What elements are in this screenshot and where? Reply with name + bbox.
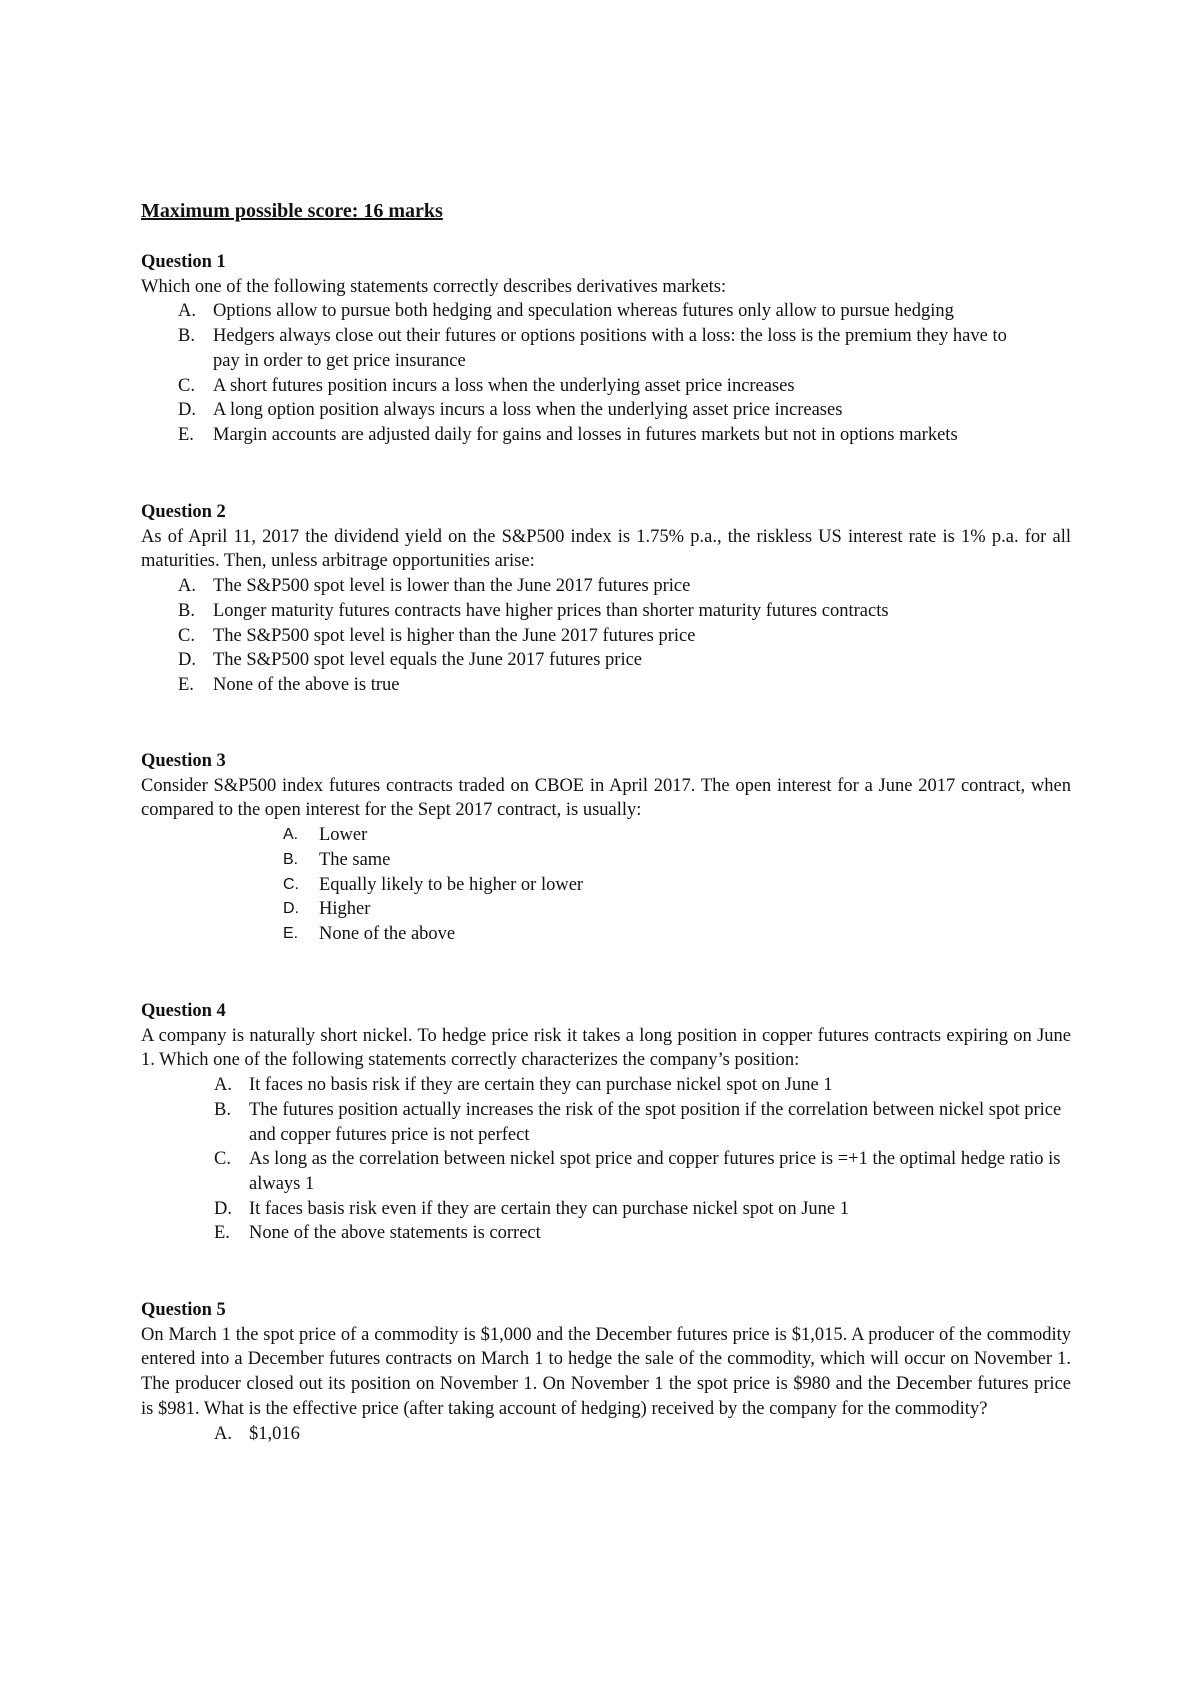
option-letter: D. bbox=[178, 650, 196, 671]
option-text: Margin accounts are adjusted daily for gains and losses in futures markets but not in options markets bbox=[213, 424, 958, 445]
question-title: Question 4 bbox=[141, 1001, 226, 1021]
option-item bbox=[141, 1147, 1071, 1196]
option-text: The S&P500 spot level equals the June 2017 futures price bbox=[213, 650, 643, 671]
option-item bbox=[141, 648, 1071, 673]
option-text: None of the above statements is correct bbox=[249, 1223, 541, 1244]
option-letter: C. bbox=[283, 875, 299, 893]
question-4 bbox=[141, 999, 1071, 1246]
option-text: A short futures position incurs a loss when the underlying asset price increases bbox=[213, 375, 795, 396]
option-text: Hedgers always close out their futures or options positions with a loss: the loss is the premium they have to pay in order to get price insurance bbox=[213, 326, 1007, 371]
option-item bbox=[141, 848, 1071, 873]
option-list bbox=[141, 299, 1071, 447]
option-letter: D. bbox=[283, 900, 299, 918]
option-text: Equally likely to be higher or lower bbox=[319, 874, 584, 895]
option-item bbox=[141, 873, 1071, 898]
option-item bbox=[141, 599, 1071, 624]
option-text: Longer maturity futures contracts have higher prices than shorter maturity futures contracts bbox=[213, 600, 889, 621]
score-heading: Maximum possible score: 16 marks bbox=[141, 200, 443, 222]
option-text: It faces no basis risk if they are certain they can purchase nickel spot on June 1 bbox=[249, 1075, 833, 1096]
option-item bbox=[141, 624, 1071, 649]
option-letter: B. bbox=[283, 850, 299, 868]
question-3 bbox=[141, 749, 1071, 947]
question-text: Which one of the following statements correctly describes derivatives markets: bbox=[141, 276, 727, 297]
option-list bbox=[141, 823, 1071, 947]
option-item bbox=[141, 423, 1071, 448]
question-text: As of April 11, 2017 the dividend yield on the S&P500 index is 1.75% p.a., the riskless US interest rate is 1% p.a. for all maturities. Then, unless arbitrage opportunities arise: bbox=[141, 526, 1071, 572]
question-text: A company is naturally short nickel. To hedge price risk it takes a long position in copper futures contracts expiring on June 1. Which one of the following statements correctly characterizes the company’s position: bbox=[141, 1025, 1071, 1071]
question-5 bbox=[141, 1298, 1071, 1446]
option-item bbox=[141, 922, 1071, 947]
option-item bbox=[141, 823, 1071, 848]
option-letter: A. bbox=[178, 576, 196, 597]
option-text: The S&P500 spot level is lower than the June 2017 futures price bbox=[213, 576, 691, 597]
option-letter: E. bbox=[214, 1223, 230, 1244]
option-letter: B. bbox=[178, 326, 195, 347]
question-title: Question 1 bbox=[141, 252, 226, 272]
option-letter: E. bbox=[178, 674, 194, 695]
option-letter: C. bbox=[214, 1149, 231, 1170]
option-text: A long option position always incurs a loss when the underlying asset price increases bbox=[213, 400, 843, 421]
question-text: Consider S&P500 index futures contracts traded on CBOE in April 2017. The open interest for a June 2017 contract, when compared to the open interest for the Sept 2017 contract, is usually: bbox=[141, 775, 1071, 821]
option-text: None of the above bbox=[319, 923, 456, 944]
option-text: As long as the correlation between nickel spot price and copper futures price is =+1 the optimal hedge ratio is always 1 bbox=[249, 1149, 1061, 1194]
option-item bbox=[141, 299, 1071, 324]
option-letter: D. bbox=[178, 400, 196, 421]
option-item bbox=[141, 398, 1071, 423]
option-item bbox=[141, 673, 1071, 698]
option-item bbox=[141, 374, 1071, 399]
option-letter: A. bbox=[178, 301, 196, 322]
option-list bbox=[141, 1073, 1071, 1246]
option-item bbox=[141, 1197, 1071, 1222]
question-title: Question 2 bbox=[141, 502, 226, 522]
question-text: On March 1 the spot price of a commodity is $1,000 and the December futures price is $1,015. A producer of the commodity entered into a December futures contracts on March 1 to hedge the sale of the commodity, which will occur on November 1. The producer closed out its position on November 1. On November 1 the spot price is $980 and the December futures price is $981. What is the effective price (after taking account of hedging) received by the company for the commodity? bbox=[141, 1324, 1071, 1419]
question-title: Question 3 bbox=[141, 751, 226, 771]
question-1 bbox=[141, 250, 1071, 448]
option-letter: C. bbox=[178, 375, 195, 396]
option-letter: A. bbox=[214, 1423, 232, 1444]
option-list bbox=[141, 574, 1071, 698]
option-item bbox=[141, 574, 1071, 599]
option-text: The same bbox=[319, 849, 391, 870]
option-letter: E. bbox=[178, 424, 194, 445]
option-text: The S&P500 spot level is higher than the June 2017 futures price bbox=[213, 625, 696, 646]
option-letter: B. bbox=[214, 1099, 231, 1120]
option-letter: A. bbox=[283, 826, 299, 844]
option-letter: A. bbox=[214, 1075, 232, 1096]
option-letter: B. bbox=[178, 600, 195, 621]
question-title: Question 5 bbox=[141, 1300, 226, 1320]
option-text: The futures position actually increases the risk of the spot position if the correlation between nickel spot price and copper futures price is not perfect bbox=[249, 1099, 1062, 1145]
option-text: Options allow to pursue both hedging and speculation whereas futures only allow to pursue hedging bbox=[213, 301, 954, 322]
option-item bbox=[141, 1073, 1071, 1098]
option-text: $1,016 bbox=[249, 1423, 300, 1444]
question-2 bbox=[141, 500, 1071, 698]
option-text: None of the above is true bbox=[213, 674, 400, 695]
option-letter: E. bbox=[283, 924, 299, 942]
option-list bbox=[141, 1422, 1071, 1447]
option-text: It faces basis risk even if they are certain they can purchase nickel spot on June 1 bbox=[249, 1198, 849, 1219]
option-item bbox=[141, 897, 1071, 922]
option-item bbox=[141, 1422, 1071, 1447]
option-item bbox=[141, 1098, 1071, 1147]
option-item bbox=[141, 1221, 1071, 1246]
option-item bbox=[141, 324, 1071, 373]
option-letter: D. bbox=[214, 1198, 232, 1219]
option-letter: C. bbox=[178, 625, 195, 646]
option-text: Higher bbox=[319, 899, 371, 920]
option-text: Lower bbox=[319, 825, 368, 846]
